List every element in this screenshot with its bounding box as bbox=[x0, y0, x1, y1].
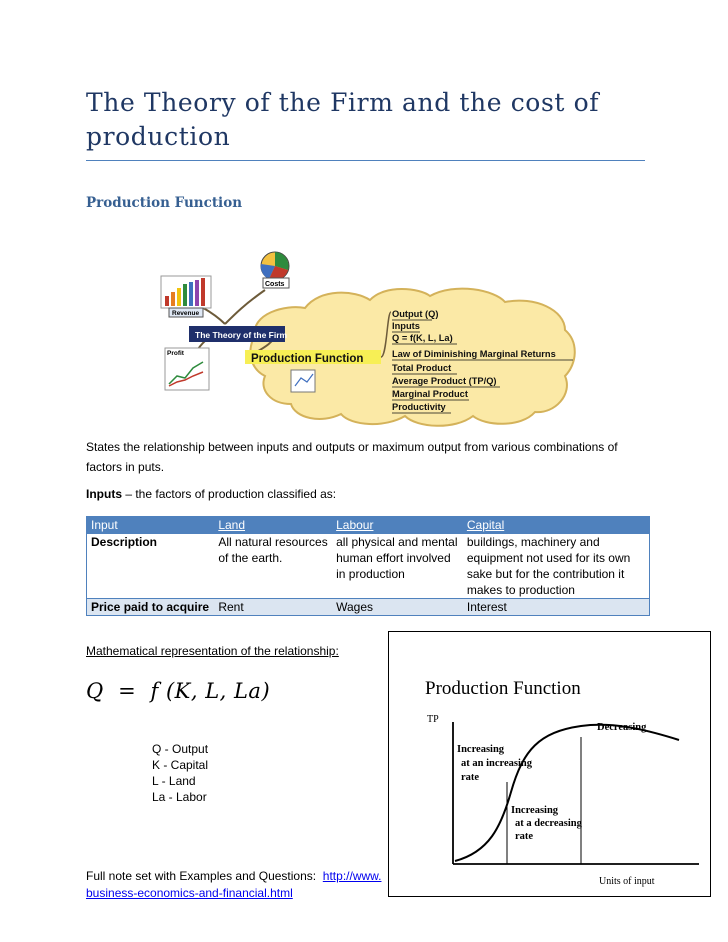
graph-annotation: Increasing bbox=[457, 744, 505, 755]
mindmap-center-label: The Theory of the Firm bbox=[195, 330, 288, 340]
graph-annotation: at an increasing bbox=[461, 758, 532, 769]
graph-annotation: rate bbox=[515, 831, 534, 842]
graph-annotation: rate bbox=[461, 772, 480, 783]
variable-item: La - Labor bbox=[152, 790, 207, 804]
mindmap-item: Inputs bbox=[392, 321, 420, 331]
footer-note bbox=[86, 868, 381, 902]
mind-map-illustration bbox=[155, 244, 581, 430]
relationship-paragraph: States the relationship between inputs and outputs or maximum output from various combinations of factors in puts. bbox=[86, 440, 618, 474]
footer-link-continued[interactable]: business-economics-and-financial.html bbox=[86, 886, 293, 900]
footer-text: Full note set with Examples and Questions: bbox=[86, 869, 317, 883]
graph-svg bbox=[389, 632, 710, 896]
table-row bbox=[87, 534, 650, 599]
table-cell: all physical and mental human effort involved in production bbox=[332, 534, 463, 599]
graph-x-label: Units of input bbox=[599, 876, 655, 887]
mindmap-item: Marginal Product bbox=[392, 389, 468, 399]
table-cell: Wages bbox=[332, 599, 463, 616]
table-cell: buildings, machinery and equipment not used for its own sake but for the contribution it makes to production bbox=[463, 534, 650, 599]
inputs-term: Inputs bbox=[86, 487, 122, 501]
table-header-row bbox=[87, 517, 650, 534]
mindmap-branch-profit: Profit bbox=[167, 350, 184, 357]
footer-link[interactable]: http://www. bbox=[322, 869, 382, 883]
mindmap-item: Q = f(K, L, La) bbox=[392, 333, 453, 343]
table-row bbox=[87, 599, 650, 616]
table-header-cell: Input bbox=[87, 517, 215, 534]
mindmap-topic: Production Function bbox=[251, 353, 364, 365]
factors-table bbox=[86, 516, 650, 616]
table-header-cell: Labour bbox=[332, 517, 463, 534]
inputs-description: – the factors of production classified as: bbox=[122, 487, 337, 501]
math-label: Mathematical representation of the relationship: bbox=[86, 644, 339, 658]
mindmap-item: Productivity bbox=[392, 402, 446, 412]
section-heading: Production Function bbox=[86, 195, 243, 211]
mindmap-item: Total Product bbox=[392, 363, 452, 373]
page-title: The Theory of the Firm and the cost of production bbox=[86, 88, 600, 151]
title-divider bbox=[86, 160, 645, 161]
table-header-cell: Capital bbox=[463, 517, 650, 534]
variable-item: K - Capital bbox=[152, 758, 209, 772]
graph-title: Production Function bbox=[425, 678, 581, 699]
graph-annotation: at a decreasing bbox=[515, 818, 582, 829]
mindmap-item: Law of Diminishing Marginal Returns bbox=[392, 349, 556, 359]
graph-y-label: TP bbox=[427, 714, 439, 725]
inputs-paragraph bbox=[86, 484, 336, 504]
table-cell: Description bbox=[87, 534, 215, 599]
table-cell: All natural resources of the earth. bbox=[214, 534, 332, 599]
table-cell: Price paid to acquire bbox=[87, 599, 215, 616]
table-header-cell: Land bbox=[214, 517, 332, 534]
production-function-graph bbox=[388, 631, 711, 897]
graph-annotation: Increasing bbox=[511, 805, 559, 816]
graph-annotation: Decreasing bbox=[597, 722, 647, 733]
mindmap-branch-revenue: Revenue bbox=[172, 310, 200, 317]
table-cell: Rent bbox=[214, 599, 332, 616]
table-cell: Interest bbox=[463, 599, 650, 616]
production-formula: Q = f (K, L, La) bbox=[86, 679, 271, 703]
mindmap-item: Average Product (TP/Q) bbox=[392, 376, 497, 386]
variable-item: L - Land bbox=[152, 774, 196, 788]
mindmap-branch-costs: Costs bbox=[265, 281, 285, 288]
variable-item: Q - Output bbox=[152, 742, 209, 756]
mindmap-item: Output (Q) bbox=[392, 309, 439, 319]
variable-list bbox=[152, 741, 208, 805]
